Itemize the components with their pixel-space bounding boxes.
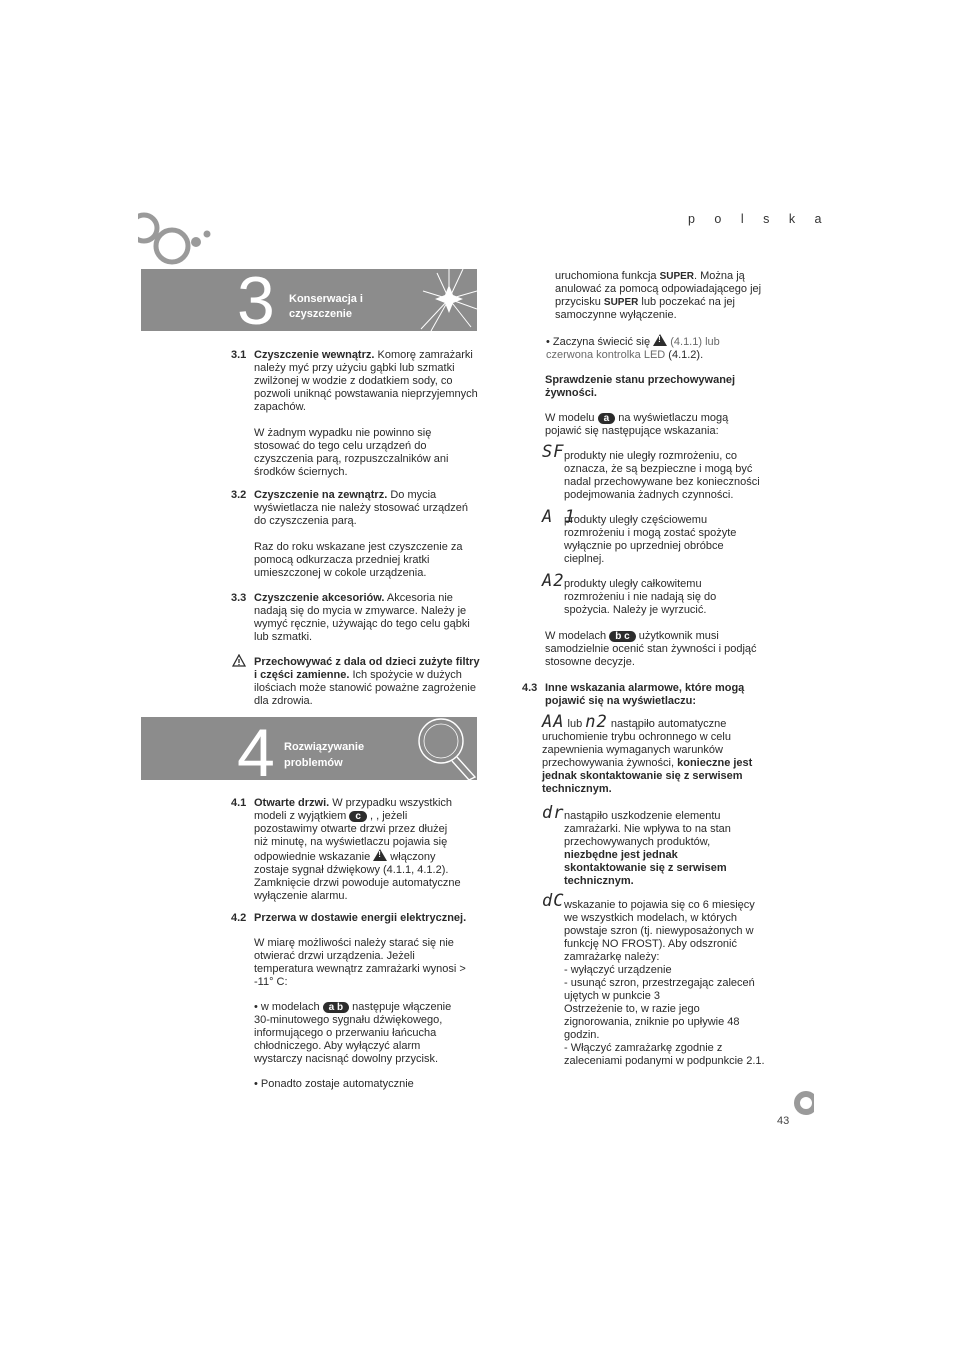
- language-label: p o l s k a: [688, 212, 830, 226]
- dc-text: wskazanie to pojawia się co 6 miesięcy we wszystkich modelach, w których powstaje szron (tj. niewyposażonych w funkcję NO FROST). Aby odszronić zamrażarkę należy: - wyłączyć urządzenie - usunąć szron, przestrzegając zaleceń ujętych w punkcie 3 Ostrzeżenie to, w razie jego zignorowania, zniknie po upływie 48 godzin. - Włączyć zamrażarkę zgodnie z zaleceniami podanymi w podpunkcie 2.1.: [564, 899, 765, 1067]
- dc-description: [564, 899, 769, 1068]
- model-a-badge: a: [598, 413, 616, 424]
- s42-text1: W miarę możliwości należy starać się nie otwierać drzwi urządzenia. Jeżeli temperatura wewnątrz zamrażarki wynosi > -11° C:: [254, 937, 466, 988]
- dr-bold: niezbędne jest jednak skontaktowanie się z serwisem technicznym.: [564, 849, 727, 887]
- section-3-number: 3: [237, 263, 275, 339]
- model-bc-badge: b c: [609, 631, 635, 642]
- section-4-number: 4: [237, 715, 275, 791]
- section-3-3: [254, 592, 480, 644]
- bullet-c: (4.1.2).: [665, 349, 704, 361]
- super-label-1: SUPER: [659, 271, 695, 282]
- section-4-title-line1: Rozwiązywanie: [284, 741, 365, 753]
- bubbles-logo: [138, 212, 218, 270]
- section-4-3-heading: [545, 682, 765, 708]
- s41-text-a: W przypadku wszystkich modeli z wyjątkiem: [254, 797, 453, 822]
- section-number-4-2: 4.2: [231, 912, 247, 924]
- super-label-2: SUPER: [603, 297, 639, 308]
- a1-text: produkty uległy częściowemu rozmrożeniu i mogą zostać spożyte wyłącznie po uprzedniej obróbce cieplnej.: [564, 514, 737, 565]
- warning-bold: Przechowywać z dala od dzieci zużyte filtry i części zamienne.: [254, 656, 480, 681]
- aa-n2-block: [542, 714, 768, 796]
- warning-icon-2: [653, 334, 667, 346]
- dr-text: nastąpiło uszkodzenie elementu zamrażarki. Nie wpływa to na stan przechowywanych produktów,: [564, 810, 731, 848]
- warning-note: [254, 656, 480, 708]
- aa-text: nastąpiło automatyczne uruchomienie trybu ochronnego w celu zapewnienia wymaganych warunków przechowywania żywności,: [542, 718, 731, 769]
- s33-text1: Akcesoria nie nadają się do mycia w zmywarce. Należy je wymyć ręcznie, używając do tego celu gąbki lub szmatki.: [254, 592, 470, 643]
- section-3-2: [254, 489, 480, 580]
- magnifier-icon: [411, 717, 477, 780]
- corner-circle-icon: [790, 1090, 814, 1118]
- bullet-b: (4.1.1) lub czerwona kontrolka LED: [546, 336, 720, 361]
- section-3-1: [254, 349, 480, 479]
- cont-b: . Można ją anulować za pomocą odpowiadającego jej przycisku: [555, 270, 762, 308]
- warning-text: Ich spożycie w dużych ilościach może stanowić poważne zagrożenie dla zdrowia.: [254, 669, 476, 707]
- s41-title: Otwarte drzwi.: [254, 797, 330, 809]
- s41-text-c: włączony zostaje sygnał dźwiękowy (4.1.1, 4.1.2). Zamknięcie drzwi powoduje automatyczne wyłączenie alarmu.: [254, 851, 461, 902]
- model-bc-note: [545, 630, 767, 669]
- a2-text: produkty uległy całkowitemu rozmrożeniu i nie nadają się do spożycia. Należy je wyrzucić.: [564, 578, 717, 616]
- section-number-3-3: 3.3: [231, 592, 247, 604]
- a2-description: [564, 578, 744, 617]
- display-code-sf: SF: [542, 442, 565, 462]
- check-heading: [545, 374, 765, 400]
- s42-bullet1-b: następuje włączenie 30-minutowego sygnału dźwiękowego, informującego o przerwaniu łańcucha chłodniczego. Aby wyłączyć alarm wystarczy nacisnąć dowolny przycisk.: [254, 1001, 452, 1065]
- model-a-note: [545, 412, 767, 438]
- display-code-dc: dC: [542, 891, 565, 911]
- section-number-4-3: 4.3: [522, 682, 538, 694]
- display-code-dr: dr: [542, 803, 565, 823]
- s31-text2: W żadnym wypadku nie powinno się stosować do tego celu urządzeń do czyszczenia parą, rozpuszczalników ani środków ściernych.: [254, 427, 449, 478]
- section-3-title-line2: czyszczenie: [289, 308, 352, 320]
- section-number-3-2: 3.2: [231, 489, 247, 501]
- s33-title: Czyszczenie akcesoriów.: [254, 592, 385, 604]
- sparkle-icon: [411, 269, 477, 331]
- model-c-badge: c: [349, 811, 367, 822]
- section-4-1: [254, 797, 464, 903]
- cont-a: uruchomiona funkcja: [555, 270, 660, 282]
- dr-description: [564, 810, 754, 888]
- right-bullet: [546, 334, 766, 362]
- sf-text: produkty nie uległy rozmrożeniu, co oznacza, że są bezpieczne i mogą być nadal przechowywane bez konieczności podejmowania żadnych czynności.: [564, 450, 760, 501]
- aa-lub: lub: [564, 718, 586, 730]
- s32-text2: Raz do roku wskazane jest czyszczenie za pomocą odkurzacza przedniej kratki umieszczonej w cokole urządzenia.: [254, 541, 463, 579]
- s31-title: Czyszczenie wewnątrz.: [254, 349, 375, 361]
- warning-outline-icon: [232, 654, 246, 667]
- section-4-title-line2: problemów: [284, 757, 343, 769]
- section-4-banner: [141, 715, 477, 791]
- display-code-a1: A 1: [542, 507, 576, 527]
- model-bc-text-1: W modelach: [545, 630, 607, 642]
- section-number-3-1: 3.1: [231, 349, 247, 361]
- section-3-title-line1: Konserwacja i: [289, 293, 363, 305]
- aa-bold: konieczne jest jednak skontaktowanie się z serwisem technicznym.: [542, 757, 753, 795]
- model-a-text-2: na wyświetlaczu mogą pojawić się następujące wskazania:: [545, 412, 729, 437]
- page-number: 43: [777, 1115, 790, 1127]
- section-number-4-1: 4.1: [231, 797, 247, 809]
- s41-text-b: , , jeżeli pozostawimy otwarte drzwi przez dłużej niż minutę, na wyświetlaczu pojawia się odpowiednie wskazanie: [254, 810, 448, 863]
- display-code-aa: AA: [542, 712, 565, 732]
- right-continuation: [555, 270, 765, 322]
- display-code-n2: n2: [585, 712, 608, 732]
- section-3-banner: [141, 263, 477, 339]
- s42-bullet1-a: • w modelach: [254, 1001, 320, 1013]
- a1-description: [564, 514, 754, 566]
- s42-bullet2: • Ponadto zostaje automatycznie: [254, 1078, 414, 1090]
- warning-icon: [373, 849, 387, 861]
- s42-title: Przerwa w dostawie energii elektrycznej.: [254, 912, 467, 924]
- s43-title: Inne wskazania alarmowe, które mogą pojawić się na wyświetlaczu:: [545, 682, 745, 707]
- sf-description: [564, 450, 770, 502]
- section-4-2: [254, 912, 480, 1091]
- model-ab-badge: a b: [323, 1002, 349, 1013]
- display-code-a2: A2: [542, 571, 565, 591]
- check-title: Sprawdzenie stanu przechowywanej żywności.: [545, 374, 736, 399]
- s32-title: Czyszczenie na zewnątrz.: [254, 489, 388, 501]
- model-a-text-1: W modelu: [545, 412, 595, 424]
- cont-c: lub poczekać na jej samoczynne wyłączenie.: [555, 296, 735, 321]
- bullet-a: • Zaczyna świecić się: [546, 336, 651, 348]
- model-bc-text-2: użytkownik musi samodzielnie ocenić stan żywności i podjąć stosowne decyzje.: [545, 630, 757, 668]
- s31-text1: Komorę zamrażarki należy myć przy użyciu gąbki lub szmatki zwilżonej w wodzie z dodatkiem sody, co pozwoli uniknąć powstawania nieprzyjemnych zapachów.: [254, 349, 478, 413]
- s32-text1: Do mycia wyświetlacza nie należy stosować urządzeń do czyszczenia parą.: [254, 489, 468, 527]
